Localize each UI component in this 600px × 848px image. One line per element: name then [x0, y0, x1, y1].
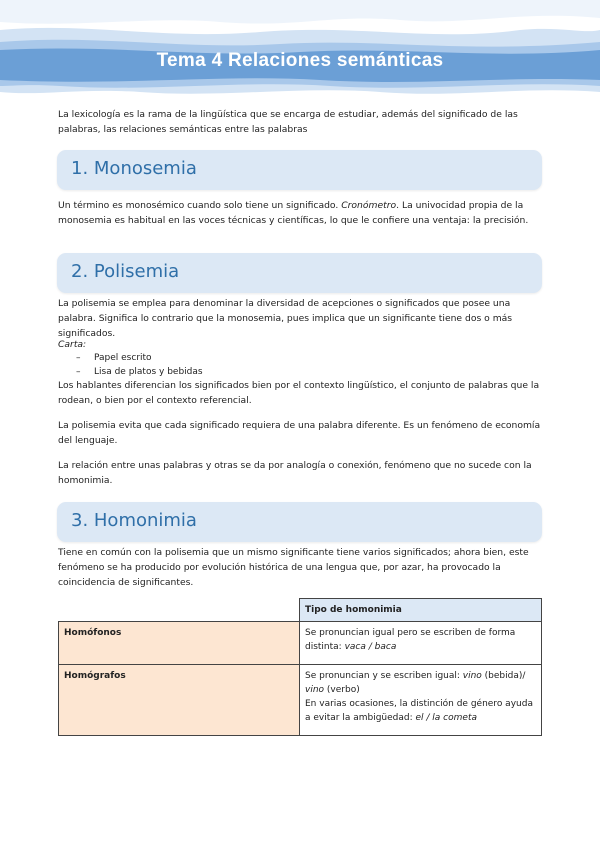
- table-header-row: [59, 599, 542, 622]
- monosemia-paragraph: Un término es monosémico cuando solo tiene un significado. Cronómetro. La univocidad propia de la monosemia es habitual en las voces técnicas y científicas, lo que le confiere una ventaja: la precisión.: [58, 200, 529, 226]
- example-list: [76, 351, 203, 379]
- row-description: Se pronuncian y se escriben igual: vino (bebida)/ vino (verbo) En varias ocasiones, la distinción de género ayuda a evitar la ambigüedad: el / la cometa: [300, 665, 542, 736]
- homonimia-paragraph: Tiene en común con la polisemia que un mismo significante tiene varios significados; ahora bien, este fenómeno se ha producido por evolución histórica de una lengua que, por azar, ha provocado la coincidencia de significantes.: [58, 547, 529, 588]
- section-heading-polisemia: [57, 253, 542, 293]
- row-description: Se pronuncian igual pero se escriben de forma distinta: vaca / baca: [300, 622, 542, 665]
- intro-paragraph: La lexicología es la rama de la lingüística que se encarga de estudiar, además del significado de las palabras, las relaciones semánticas entre las palabras: [58, 109, 518, 135]
- list-item: – Lisa de platos y bebidas: [76, 367, 203, 377]
- row-label: Homófonos: [59, 622, 300, 665]
- section-heading-monosemia: [57, 150, 542, 190]
- homonimia-table: [58, 598, 542, 736]
- section-title: 3. Homonimia: [71, 510, 197, 531]
- polisemia-paragraph-3: La polisemia evita que cada significado requiera de una palabra diferente. Es un fenómeno de economía del lenguaje.: [58, 420, 541, 446]
- polisemia-paragraph-4: La relación entre unas palabras y otras se da por analogía o conexión, fenómeno que no sucede con la homonimia.: [58, 460, 532, 486]
- table-header-cell: Tipo de homonimia: [300, 599, 542, 622]
- section-heading-homonimia: [57, 502, 542, 542]
- section-title: 1. Monosemia: [71, 158, 197, 179]
- polisemia-paragraph-2: Los hablantes diferencian los significados bien por el contexto lingüístico, el conjunto de palabras que la rodean, o bien por el contexto referencial.: [58, 380, 540, 406]
- row-label: Homógrafos: [59, 665, 300, 736]
- example-label: Carta:: [58, 339, 87, 350]
- table-row: [59, 665, 542, 736]
- example-word: Cronómetro: [341, 200, 397, 211]
- page-title: Tema 4 Relaciones semánticas: [156, 50, 444, 71]
- table-row: [59, 622, 542, 665]
- header-banner: [0, 0, 600, 100]
- list-item: – Papel escrito: [76, 353, 152, 363]
- polisemia-paragraph-1: La polisemia se emplea para denominar la diversidad de acepciones o significados que posee una palabra. Significa lo contrario que la monosemia, pues implica que un significante tiene dos o más significados.: [58, 298, 513, 339]
- section-title: 2. Polisemia: [71, 261, 180, 282]
